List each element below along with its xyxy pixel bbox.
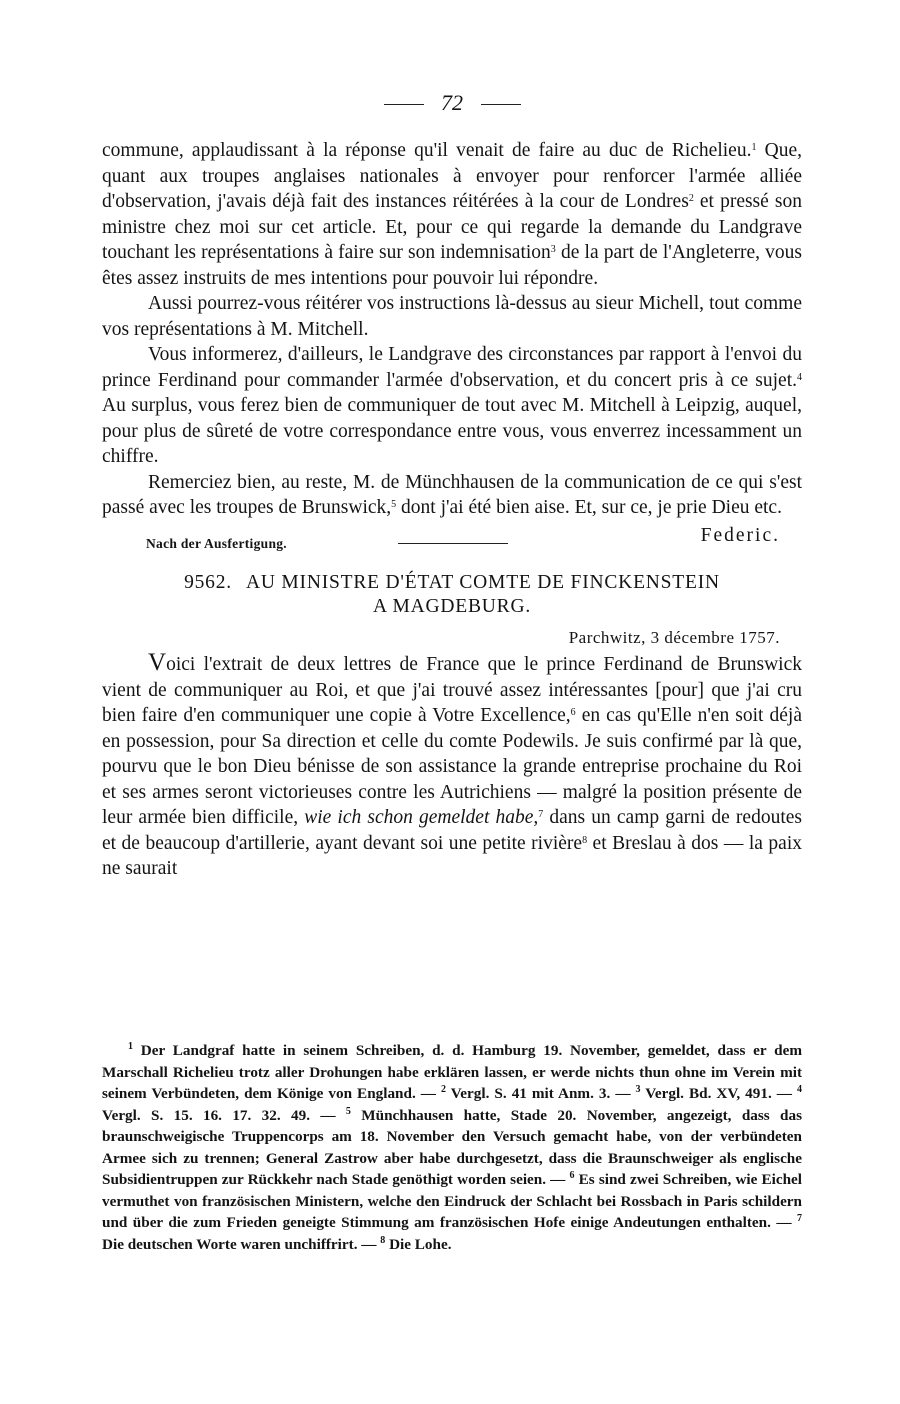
letter-number: 9562. bbox=[184, 571, 232, 593]
running-header bbox=[102, 90, 802, 116]
text-run: dans un camp garni de redoutes et de beaucoup d'artillerie, ayant devant soi une petite rivière bbox=[102, 807, 802, 854]
footnote-ref: 8 bbox=[380, 1234, 386, 1246]
footnote-block bbox=[102, 1040, 802, 1255]
italic-text: wie ich schon gemeldet habe, bbox=[304, 807, 539, 828]
paragraph bbox=[102, 342, 802, 470]
footnote-ref: 5 bbox=[345, 1105, 351, 1117]
header-rule-right bbox=[481, 104, 521, 105]
footnote-ref: 3 bbox=[635, 1084, 641, 1095]
source-note: Nach der Ausfertigung. bbox=[146, 535, 287, 551]
text-run: Aussi pourrez-vous réitérer vos instructions là-dessus au sieur Michell, tout comme vos représentations à M. Mitchell. bbox=[102, 293, 802, 340]
heading-line-2: A MAGDEBURG. bbox=[372, 595, 532, 617]
separator-rule bbox=[398, 543, 508, 544]
closing-row bbox=[102, 523, 802, 551]
footnote-ref: 7 bbox=[797, 1213, 802, 1224]
heading-title: AU MINISTRE D'ÉTAT COMTE DE FINCKENSTEIN bbox=[245, 571, 720, 593]
paragraph bbox=[102, 291, 802, 342]
text-run: commune, applaudissant à la réponse qu'il venait de faire au duc de Richelieu. bbox=[102, 140, 752, 161]
signature: Federic. bbox=[700, 524, 780, 546]
footnotes bbox=[102, 1040, 802, 1255]
text-run: dont j'ai été bien aise. Et, sur ce, je prie Dieu etc. bbox=[396, 497, 782, 518]
text-run: en cas qu'Elle n'en soit déjà en possession, pour Sa direction et celle du comte Podewils. Je suis confirmé par là que, pourvu que le bon Dieu bénisse de son assistance la grande entreprise prochaine du Roi et ses armes seront victorieuses contre les Autrichiens — malgré la position présente de leur armée bien difficile, bbox=[102, 705, 803, 828]
text-run: Münchhausen hatte, Stade 20. November, angezeigt, dass das braunschweigische Truppencorps am 18. November den Versuch gemacht habe, von der verbündeten Armee sich zu trennen; General Zastrow aber habe durchgesetzt, dass die Braunschweiger als englische Subsidientruppen zur Rückkehr nach Stade genöthigt worden seien. — bbox=[102, 1106, 802, 1188]
footnote-ref: 5 bbox=[391, 499, 397, 510]
text-run: Vergl. S. 15. 16. 17. 32. 49. — bbox=[102, 1106, 346, 1124]
text-run: Die deutschen Worte waren unchiffrirt. — bbox=[102, 1235, 381, 1253]
footnote-ref: 3 bbox=[550, 244, 556, 255]
text-run: et Breslau à dos — la paix ne saurait bbox=[102, 832, 802, 879]
initial-letter: V bbox=[148, 649, 167, 676]
text-run: Es sind zwei Schreiben, wie Eichel vermuthet von französischen Ministern, welche den Eindruck der Schlacht bei Rossbach in Paris schildern und über die zum Frieden geneigte Stimmung am französischen Hofe einige Andeutungen enthalten. — bbox=[102, 1171, 803, 1231]
text-run: Au surplus, vous ferez bien de communiquer de tout avec M. Mitchell à Leipzig, auquel, pour plus de sûreté de votre correspondance entre vous, vous enverrez incessamment un chiffre. bbox=[102, 395, 802, 467]
continued-letter bbox=[102, 138, 802, 521]
paragraph bbox=[102, 138, 802, 291]
header-rule-left bbox=[384, 104, 424, 105]
footnote-ref: 2 bbox=[440, 1084, 446, 1095]
main-text bbox=[102, 138, 802, 882]
text-run: de la part de l'Angleterre, vous êtes assez instruits de mes intentions pour pouvoir lui répondre. bbox=[102, 242, 803, 289]
letter-heading bbox=[102, 571, 802, 619]
heading-line-1 bbox=[102, 571, 802, 595]
text-run: Remerciez bien, au reste, M. de Münchhausen de la communication de ce qui s'est passé avec les troupes de Brunswick, bbox=[102, 471, 802, 518]
letter-text bbox=[102, 654, 802, 879]
footnote-ref: 4 bbox=[797, 1084, 802, 1095]
text-run: Vergl. Bd. XV, 491. — bbox=[640, 1085, 797, 1102]
letter-body bbox=[102, 650, 802, 882]
text-run: Der Landgraf hatte in seinem Schreiben, d. d. Hamburg 19. November, gemeldet, dass er dem Marschall Richelieu trotz aller Drohungen habe erklären lassen, er werde nichts thun ohne im Verein mit seinem Verbündeten, dem Könige von England. — bbox=[102, 1042, 802, 1102]
text-run: Vous informerez, d'ailleurs, le Landgrave des circonstances par rapport à l'envoi du prince Ferdinand pour commander l'armée d'observation, et du concert pris à ce sujet. bbox=[102, 344, 802, 391]
footnote-ref: 6 bbox=[570, 707, 576, 718]
text-run: et pressé son ministre chez moi sur cet article. Et, pour ce qui regarde la demande du Landgrave touchant les représentations à faire sur son indemnisation bbox=[102, 191, 802, 263]
footnote-ref: 7 bbox=[538, 809, 544, 820]
footnote-ref: 4 bbox=[797, 371, 802, 383]
text-run: Que, quant aux troupes anglaises nationales à envoyer pour renforcer l'armée alliée d'observation, j'avais déjà fait des instances réitérées à la cour de Londres bbox=[102, 140, 802, 212]
footnote-ref: 2 bbox=[688, 193, 694, 204]
footnote-ref: 1 bbox=[751, 142, 757, 153]
text-run: Die Lohe. bbox=[385, 1235, 452, 1253]
paragraph bbox=[102, 470, 802, 521]
footnote-ref: 1 bbox=[128, 1041, 133, 1052]
footnote-ref: 6 bbox=[569, 1170, 575, 1181]
text-run: Vergl. S. 41 mit Anm. 3. — bbox=[445, 1085, 636, 1102]
dateline: Parchwitz, 3 décembre 1757. bbox=[568, 627, 780, 647]
text-run: oici l'extrait de deux lettres de France que le prince Ferdinand de Brunswick vient de communiquer au Roi, et que j'ai trouvé assez intéressantes [pour] que j'ai cru bien faire d'en communiquer une copie à Votre Excellence, bbox=[102, 654, 802, 726]
footnote-ref: 8 bbox=[582, 834, 588, 846]
page-number: 72 bbox=[441, 90, 463, 115]
